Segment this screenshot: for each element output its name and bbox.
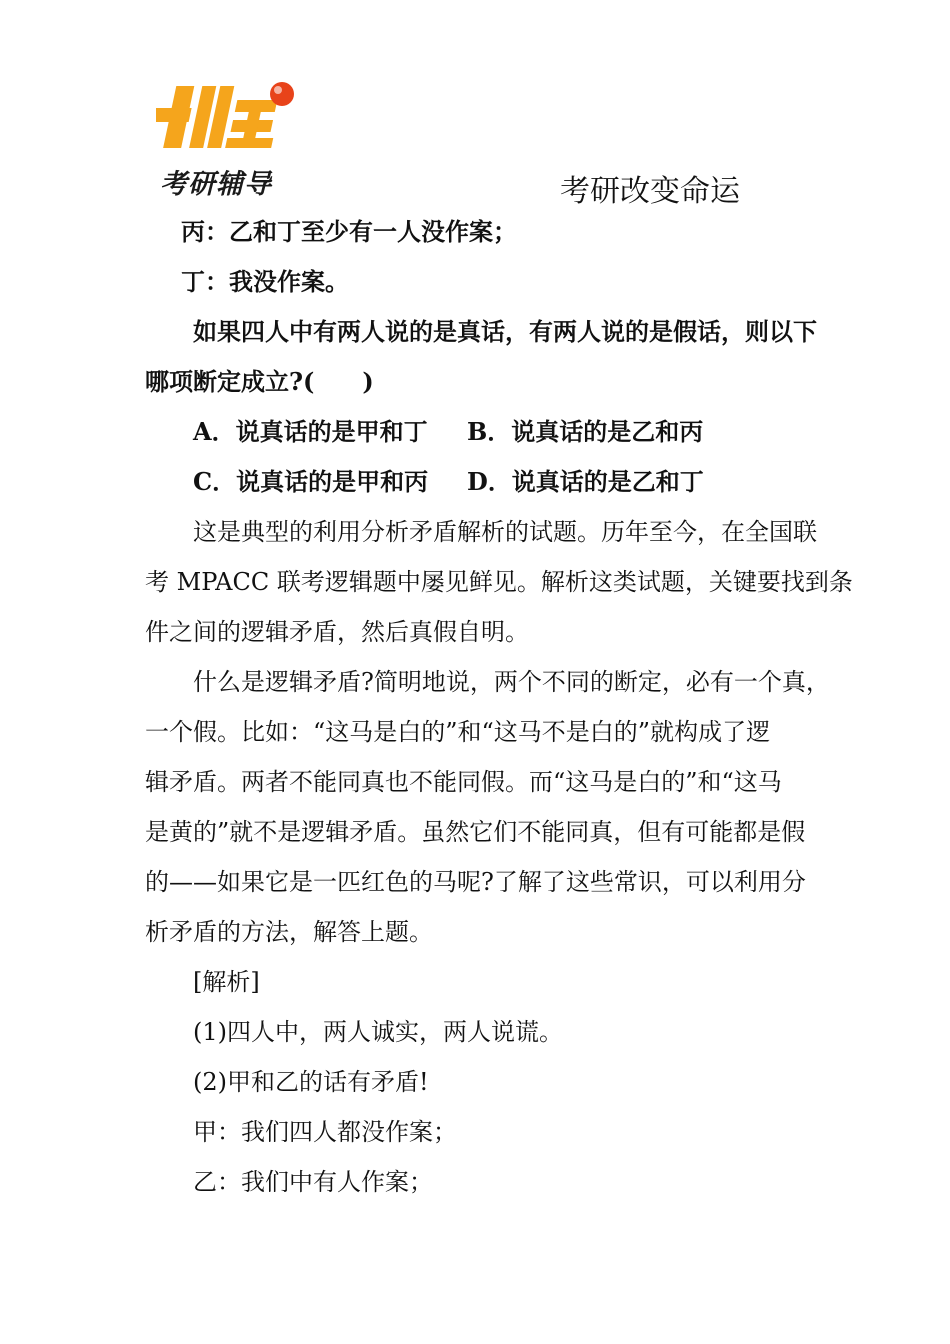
analysis-heading: [解析] <box>193 968 260 996</box>
logo-subtitle: 考研辅导 <box>160 169 272 200</box>
statement-bing: 丙：乙和丁至少有一人没作案； <box>181 217 517 246</box>
statement-ding: 丁：我没作案。 <box>181 267 349 296</box>
option-c: C．说真话的是甲和丙 <box>193 467 429 496</box>
question-prompt-line2: 哪项断定成立?( ) <box>145 367 374 396</box>
paragraph-2-line: 辑矛盾。两者不能同真也不能同假。而“这马是白的”和“这马 <box>145 768 782 796</box>
question-prompt-line1: 如果四人中有两人说的是真话，有两人说的是假话，则以下 <box>193 317 817 346</box>
paragraph-2-line: 是黄的”就不是逻辑矛盾。虽然它们不能同真，但有可能都是假 <box>145 818 806 846</box>
paragraph-2-line: 一个假。比如：“这马是白的”和“这马不是白的”就构成了逻 <box>145 718 771 746</box>
option-b: B．说真话的是乙和丙 <box>467 417 704 446</box>
paragraph-2-line: 析矛盾的方法，解答上题。 <box>145 918 433 946</box>
paragraph-2-line: 什么是逻辑矛盾?简明地说，两个不同的断定，必有一个真， <box>193 668 830 696</box>
paragraph-1-line: 考 MPACC 联考逻辑题中屡见鲜见。解析这类试题，关键要找到条 <box>145 568 853 596</box>
analysis-step: 甲：我们四人都没作案； <box>193 1118 457 1146</box>
brand-logo <box>150 78 310 198</box>
paragraph-1-line: 件之间的逻辑矛盾，然后真假自明。 <box>145 618 529 646</box>
analysis-step: (1)四人中，两人诚实，两人说谎。 <box>193 1018 563 1046</box>
paragraph-1-line: 这是典型的利用分析矛盾解析的试题。历年至今，在全国联 <box>193 518 817 546</box>
paragraph-2-line: 的——如果它是一匹红色的马呢?了解了这些常识，可以利用分 <box>145 868 806 896</box>
header-slogan: 考研改变命运 <box>560 174 740 209</box>
brand-logo-mark <box>156 78 302 156</box>
analysis-step: (2)甲和乙的话有矛盾! <box>193 1068 429 1096</box>
option-a: A．说真话的是甲和丁 <box>193 417 428 446</box>
analysis-step: 乙：我们中有人作案； <box>193 1168 433 1196</box>
option-d: D．说真话的是乙和丁 <box>467 467 704 496</box>
